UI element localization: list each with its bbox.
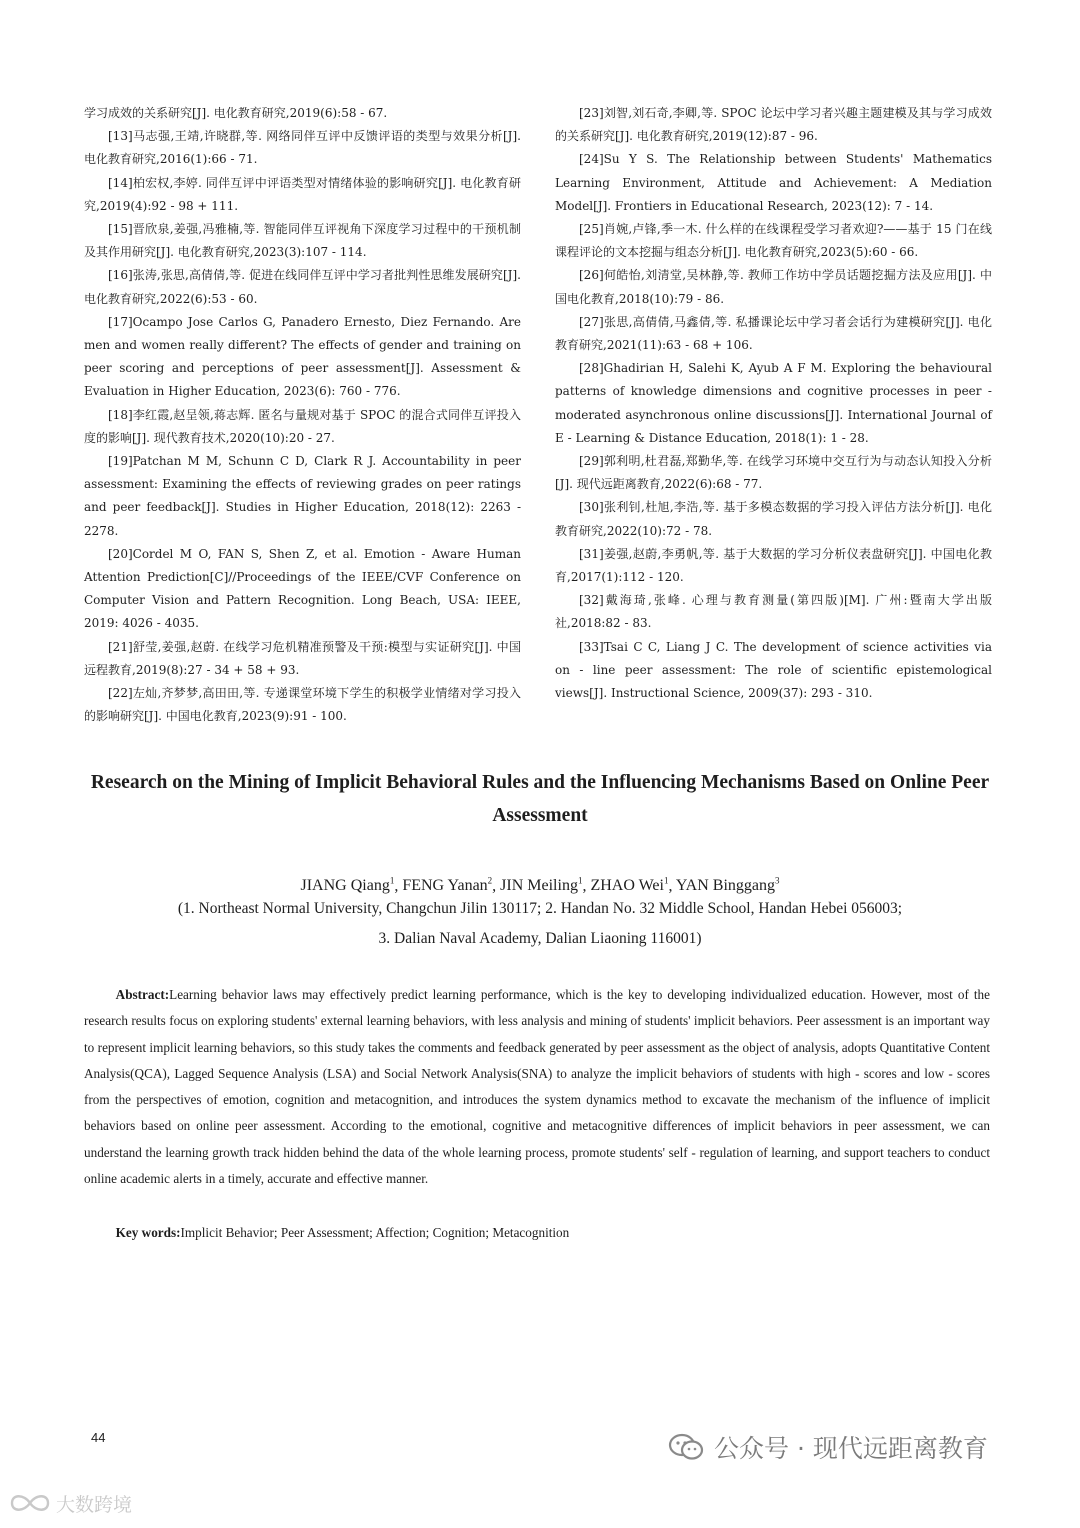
reference-item: [25]肖婉,卢锋,季一木. 什么样的在线课程受学习者欢迎?——基于 15 门在线课程评论的文本挖掘与组态分析[J]. 电化教育研究,2023(5):60 - 66.: [555, 222, 992, 260]
reference-item: [19]Patchan M M, Schunn C D, Clark R J. Accountability in peer assessment: Examining the effects of reviewing grades on peer ratings and peer feedback[J]. Studies in Higher Education, 2018(12): 2263 - 2278.: [84, 454, 521, 538]
author-name: FENG Yanan: [402, 877, 488, 895]
abstract: [84, 982, 990, 1192]
page-number: 44: [91, 1430, 106, 1445]
watermark-text: 大数跨境: [56, 1493, 133, 1516]
reference-item: [32]戴海琦,张峰. 心理与教育测量(第四版)[M]. 广州:暨南大学出版社,2018:82 - 83.: [555, 593, 992, 631]
reference-item: [15]晋欣泉,姜强,冯雅楠,等. 智能同伴互评视角下深度学习过程中的干预机制及其作用研究[J]. 电化教育研究,2023(3):107 - 114.: [84, 222, 521, 260]
watermark: [8, 1488, 132, 1518]
author-affiliation-mark: 1: [663, 876, 669, 886]
author-name: YAN Binggang: [675, 877, 775, 895]
reference-item: 学习成效的关系研究[J]. 电化教育研究,2019(6):58 - 67.: [84, 106, 388, 120]
reference-item: [14]柏宏权,李婷. 同伴互评中评语类型对情绪体验的影响研究[J]. 电化教育研究,2019(4):92 - 98 + 111.: [84, 175, 521, 213]
reference-item: [30]张利钊,杜旭,李浩,等. 基于多模态数据的学习投入评估方法分析[J]. 电化教育研究,2022(10):72 - 78.: [555, 500, 992, 538]
english-title: Research on the Mining of Implicit Behavioral Rules and the Influencing Mechanisms Based on Online Peer Assessment: [90, 772, 990, 826]
affiliation-line: (1. Northeast Normal University, Changchun Jilin 130117; 2. Handan No. 32 Middle School, Handan Hebei 056003;: [177, 900, 903, 917]
reference-item: [20]Cordel M O, FAN S, Shen Z, et al. Emotion - Aware Human Attention Prediction[C]//Proceedings of the IEEE/CVF Conference on Computer Vision and Pattern Recognition. Long Beach, USA: IEEE, 2019: 4026 - 4035.: [84, 546, 521, 631]
keywords-label: Key words:: [115, 1225, 181, 1240]
reference-item: [26]何皓怡,刘清堂,吴林静,等. 教师工作坊中学员话题挖掘方法及应用[J]. 中国电化教育,2018(10):79 - 86.: [555, 268, 992, 306]
author: [590, 877, 668, 894]
references-right-column: [555, 102, 992, 705]
reference-item: [29]郭利明,杜君磊,郑勤华,等. 在线学习环境中交互行为与动态认知投入分析[J]. 现代远距离教育,2022(6):68 - 77.: [555, 454, 992, 492]
wechat-icon: [668, 1433, 704, 1461]
affiliations: [70, 894, 1010, 954]
reference-item: [16]张涛,张思,高倩倩,等. 促进在线同伴互评中学习者批判性思维发展研究[J]. 电化教育研究,2022(6):53 - 60.: [84, 268, 521, 306]
author: [402, 877, 492, 894]
infinity-logo-icon: [8, 1490, 52, 1516]
author-affiliation-mark: 1: [577, 876, 583, 886]
author-affiliation-mark: 3: [774, 876, 780, 886]
references-left-column: [84, 102, 521, 728]
reference-item: [28]Ghadirian H, Salehi K, Ayub A F M. Exploring the behavioural patterns of knowledge dimensions and cognitive processes in peer - moderated asynchronous online discussions[J]. International Journal of E - Learning & Distance Education, 2018(1): 1 - 28.: [555, 361, 992, 445]
author: [500, 877, 582, 894]
author-name: JIN Meiling: [500, 877, 578, 895]
reference-item: [33]Tsai C C, Liang J C. The development of science activities via on - line peer assessment: The role of scientific epistemological views[J]. Instructional Science, 2009(37): 293 - 310.: [555, 639, 992, 701]
author-name: JIANG Qiang: [300, 877, 390, 895]
reference-item: [18]李红霞,赵呈领,蒋志辉. 匿名与量规对基于 SPOC 的混合式同伴互评投入度的影响[J]. 现代教育技术,2020(10):20 - 27.: [84, 407, 521, 445]
author-name: ZHAO Wei: [590, 877, 664, 895]
author: [301, 877, 395, 894]
keywords-text: Implicit Behavior; Peer Assessment; Affection; Cognition; Metacognition: [180, 1225, 570, 1240]
author-affiliation-mark: 2: [487, 876, 493, 886]
reference-item: [17]Ocampo Jose Carlos G, Panadero Ernesto, Diez Fernando. Are men and women really different? The effects of gender and training on peer scoring and perceptions of peer assessment[J]. Assessment & Evaluation in Higher Education, 2023(6): 760 - 776.: [84, 314, 521, 399]
reference-item: [27]张思,高倩倩,马鑫倩,等. 私播课论坛中学习者会话行为建模研究[J]. 电化教育研究,2021(11):63 - 68 + 106.: [555, 314, 992, 353]
wechat-account-banner[interactable]: [668, 1432, 988, 1462]
abstract-text: Learning behavior laws may effectively predict learning performance, which is the key to developing individualized education. However, most of the research results focus on exploring students' external learning behaviors, with less analysis and mining of students' implicit behaviors. Peer assessment is an important way to represent implicit learning behaviors, so this study takes the comments and feedback generated by peer assessment as the object of analysis, adopts Quantitative Content Analysis(QCA), Lagged Sequence Analysis (LSA) and Social Network Analysis(SNA) to analyze the implicit behaviors of students with high - scores and low - scores from the perspectives of emotion, cognition and metacognition, and introduces the system dynamics method to excavate the mechanism of the influence of implicit behaviors based on online peer assessment. According to the emotional, cognitive and metacognitive differences of implicit behaviors in peer assessment, we can understand the learning growth track hidden behind the data of the whole learning process, promote students' self - regulation of learning, and support teachers to conduct online academic alerts in a timely, accurate and effective manner.: [84, 987, 990, 1187]
keywords: [84, 1220, 990, 1246]
wechat-caption: 公众号 · 现代远距离教育: [714, 1434, 988, 1463]
reference-item: [24]Su Y S. The Relationship between Students' Mathematics Learning Environment, Attitude and Achievement: A Mediation Model[J]. Frontiers in Educational Research, 2023(12): 7 - 14.: [555, 152, 992, 213]
reference-item: [22]左灿,齐梦梦,高田田,等. 专递课堂环境下学生的积极学业情绪对学习投入的影响研究[J]. 中国电化教育,2023(9):91 - 100.: [84, 686, 521, 724]
reference-item: [23]刘智,刘石奇,李卿,等. SPOC 论坛中学习者兴趣主题建模及其与学习成效的关系研究[J]. 电化教育研究,2019(12):87 - 96.: [555, 106, 992, 144]
reference-item: [31]姜强,赵蔚,李勇帆,等. 基于大数据的学习分析仪表盘研究[J]. 中国电化教育,2017(1):112 - 120.: [555, 546, 992, 585]
author-affiliation-mark: 1: [389, 876, 395, 886]
author-list: JIANG Qiang$^1$, FENG Yanan$^2$, JIN Meiling$^1$, ZHAO Wei$^1$, YAN Binggang$^3$: [300, 876, 780, 895]
reference-item: [13]马志强,王靖,许晓群,等. 网络同伴互评中反馈评语的类型与效果分析[J]. 电化教育研究,2016(1):66 - 71.: [84, 129, 521, 167]
reference-item: [21]舒莹,姜强,赵蔚. 在线学习危机精准预警及干预:模型与实证研究[J]. 中国远程教育,2019(8):27 - 34 + 58 + 93.: [84, 639, 521, 677]
author: [676, 877, 780, 894]
affiliation-line: 3. Dalian Naval Academy, Dalian Liaoning 116001): [378, 930, 702, 947]
abstract-label: Abstract:: [115, 987, 170, 1002]
